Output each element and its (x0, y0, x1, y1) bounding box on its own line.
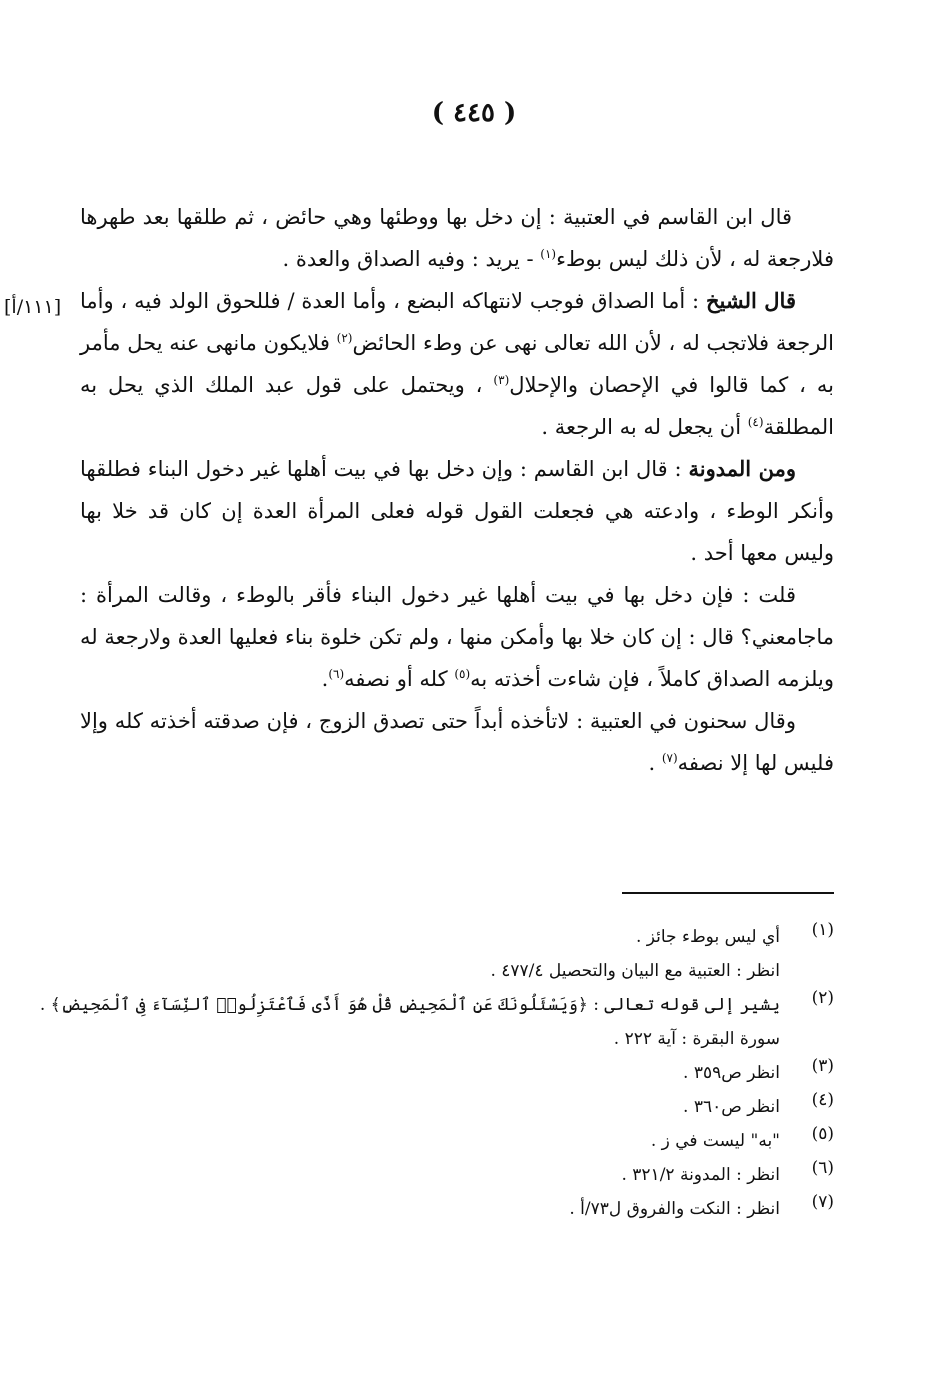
paragraph-text: قال ابن القاسم في العتبية : إن دخل بها ووطئها وهي حائض ، ثم طلقها بعد طهرها فلارجعة له ، لأن ذلك ليس بوطء (80, 205, 834, 271)
paragraph-1 (80, 196, 834, 280)
paragraph-text: قلت : فإن دخل بها في بيت أهلها غير دخول البناء فأقر بالوطء ، وقالت المرأة : ماجامعني؟ قال : إن كان خلا بها وأمكن منها ، ولم تكن خلوة بناء فعليها العدة ولارجعة له ويلزمه الصداق كاملاً ، فإن شاءت أخذته به (80, 583, 834, 691)
paragraph-text: : قال ابن القاسم : وإن دخل بها في بيت أهلها غير دخول البناء فطلقها وأنكر الوطء ، وادعته هي فجعلت القول قوله فعلى المرأة العدة إن كان قد خلا بها وليس معها أحد . (80, 457, 834, 565)
footnote-line: انظر : المدونة ٣٢١/٢ . (621, 1165, 780, 1185)
footnote-1 (70, 920, 834, 988)
paragraph-text: : أما الصداق فوجب لانتهاكه البضع ، وأما العدة / فللحوق الولد فيه ، وأما الرجعة فلاتجب له ، لأن الله تعالى نهى عن وطء الحائض (80, 289, 835, 355)
footnote-ref[interactable]: (٥) (454, 667, 471, 681)
footnote-ref[interactable]: (٧) (661, 751, 678, 765)
main-text (80, 196, 834, 784)
footnote-4 (70, 1090, 834, 1124)
footnote-line: انظر ص٣٥٩ . (683, 1063, 780, 1083)
footnote-number: (١) (811, 920, 834, 940)
paragraph-text: أن يجعل له به الرجعة . (541, 415, 748, 439)
footnote-5 (70, 1124, 834, 1158)
speaker-label: ومن المدونة (688, 456, 797, 481)
footnote-separator (622, 892, 834, 894)
footnote-line: سورة البقرة : آية ٢٢٢ . (613, 1029, 780, 1049)
paragraph-2 (80, 280, 834, 448)
footnote-ref[interactable]: (٦) (328, 667, 345, 681)
footnote-line: "به" ليست في ز . (650, 1131, 780, 1151)
manuscript-folio-note: [١١١/أ] (4, 296, 62, 318)
footnote-number: (٣) (811, 1056, 834, 1076)
footnote-line: انظر : النكت والفروق ل٧٣/أ . (569, 1199, 780, 1219)
footnote-ref[interactable]: (٣) (493, 373, 510, 387)
footnote-ref[interactable]: (٤) (747, 415, 764, 429)
footnote-6 (70, 1158, 834, 1192)
paragraph-text: ، ويحتمل على قول عبد الملك الذي يحل به المطلقة (80, 373, 834, 439)
footnote-line: انظر ص٣٦٠ . (683, 1097, 780, 1117)
paragraph-3 (80, 448, 834, 574)
speaker-label: قال الشيخ (705, 288, 796, 313)
footnote-line: أي ليس بوطء جائز . (635, 927, 780, 947)
footnote-number: (٧) (811, 1192, 834, 1212)
footnote-3 (70, 1056, 834, 1090)
footnote-line: انظر : العتبية مع البيان والتحصيل ٤٧٧/٤ . (490, 961, 780, 981)
footnote-ref[interactable]: (٢) (336, 331, 353, 345)
footnote-line: يشير إلى قوله تعالى : ﴿وَيَسْئَلُونَكَ عَنِ ٱلْمَحِيضِ قُلْ هُوَ أَذًى فَٱعْتَزِلُوا۟ ٱلنِّسَآءَ فِى ٱلْمَحِيضِ﴾ . (39, 995, 780, 1015)
paragraph-4 (80, 574, 834, 700)
paragraph-5 (80, 700, 834, 784)
footnote-2 (39, 988, 834, 1056)
footnotes (39, 920, 834, 1226)
paragraph-text: وقال سحنون في العتبية : لاتأخذه أبداً حتى تصدق الزوج ، فإن صدقته أخذته كله وإلا فليس لها إلا نصفه (80, 709, 834, 775)
paragraph-text: . (321, 667, 329, 691)
footnote-7 (70, 1192, 834, 1226)
paragraph-text: . (648, 751, 662, 775)
footnote-number: (٥) (811, 1124, 834, 1144)
footnote-number: (٢) (811, 988, 834, 1008)
footnote-number: (٦) (811, 1158, 834, 1178)
paragraph-text: - يريد : وفيه الصداق والعدة . (282, 247, 541, 271)
footnote-number: (٤) (811, 1090, 834, 1110)
paragraph-text: فلايكون مانهى عنه يحل مأمر به ، كما قالوا في الإحصان والإحلال (80, 331, 834, 397)
paragraph-text: كله أو نصفه (344, 667, 455, 691)
footnote-ref[interactable]: (١) (540, 247, 557, 261)
page-number: ( ٤٤٥ ) (431, 98, 517, 128)
